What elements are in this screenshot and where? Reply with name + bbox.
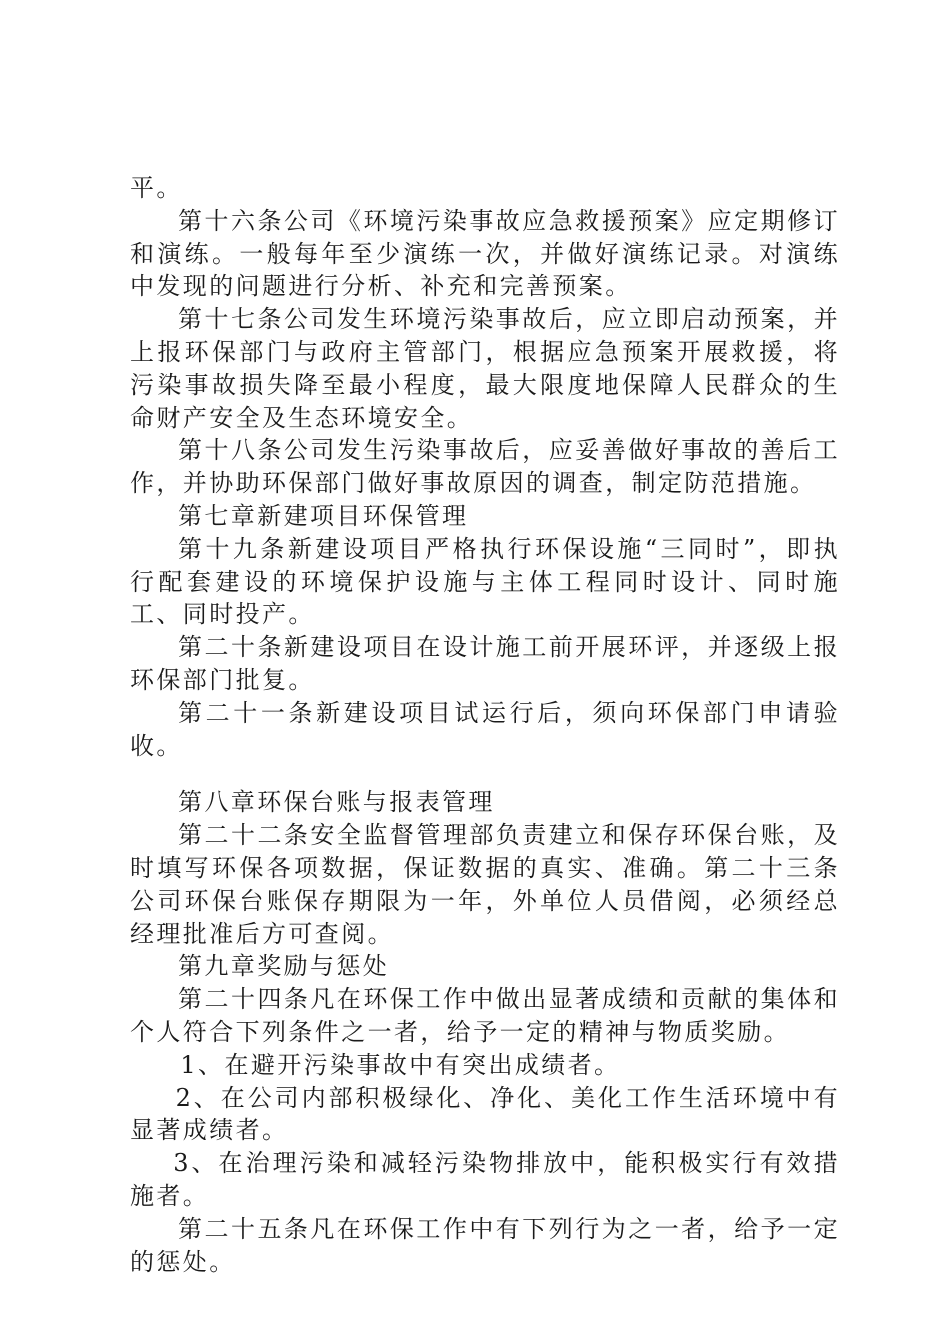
article-16: 第十六条公司《环境污染事故应急救援预案》应定期修订和演练。一般每年至少演练一次，并做好演练记录。对演练中发现的问题进行分析、补充和完善预案。 — [130, 206, 840, 301]
article-25: 第二十五条凡在环保工作中有下列行为之一者，给予一定的惩处。 — [130, 1214, 840, 1276]
list-item-2: 2、在公司内部积极绿化、净化、美化工作生活环境中有显著成绩者。 — [130, 1083, 840, 1145]
chapter-9-heading: 第九章奖励与惩处 — [178, 952, 390, 981]
article-21: 第二十一条新建设项目试运行后，须向环保部门申请验收。 — [130, 698, 840, 760]
list-item-3: 3、在治理污染和减轻污染物排放中，能积极实行有效措施者。 — [130, 1149, 840, 1210]
article-22-23: 第二十二条安全监督管理部负责建立和保存环保台账，及时填写环保各项数据，保证数据的真实、准确。第二十三条公司环保台账保存期限为一年，外单位人员借阅，必须经总经理批准后方可查阅。 — [130, 821, 840, 948]
article-19: 第十九条新建设项目严格执行环保设施“三同时”，即执行配套建设的环境保护设施与主体工程同时设计、同时施工、同时投产。 — [130, 534, 840, 629]
chapter-7-heading: 第七章新建项目环保管理 — [178, 501, 469, 530]
article-17: 第十七条公司发生环境污染事故后，应立即启动预案，并上报环保部门与政府主管部门，根据应急预案开展救援，将污染事故损失降至最小程度，最大限度地保障人民群众的生命财产安全及生态环境安全。 — [130, 305, 840, 432]
article-18: 第十八条公司发生污染事故后，应妥善做好事故的善后工作，并协助环保部门做好事故原因的调查，制定防范措施。 — [130, 436, 840, 498]
article-24: 第二十四条凡在环保工作中做出显著成绩和贡献的集体和个人符合下列条件之一者，给予一定的精神与物质奖励。 — [130, 985, 840, 1046]
article-20: 第二十条新建设项目在设计施工前开展环评，并逐级上报环保部门批复。 — [130, 633, 840, 694]
document-body — [130, 172, 840, 1278]
chapter-8-heading: 第八章环保台账与报表管理 — [178, 788, 495, 817]
paragraph-continuation: 平。 — [130, 174, 183, 202]
list-item-1: 1、在避开污染事故中有突出成绩者。 — [180, 1050, 621, 1079]
